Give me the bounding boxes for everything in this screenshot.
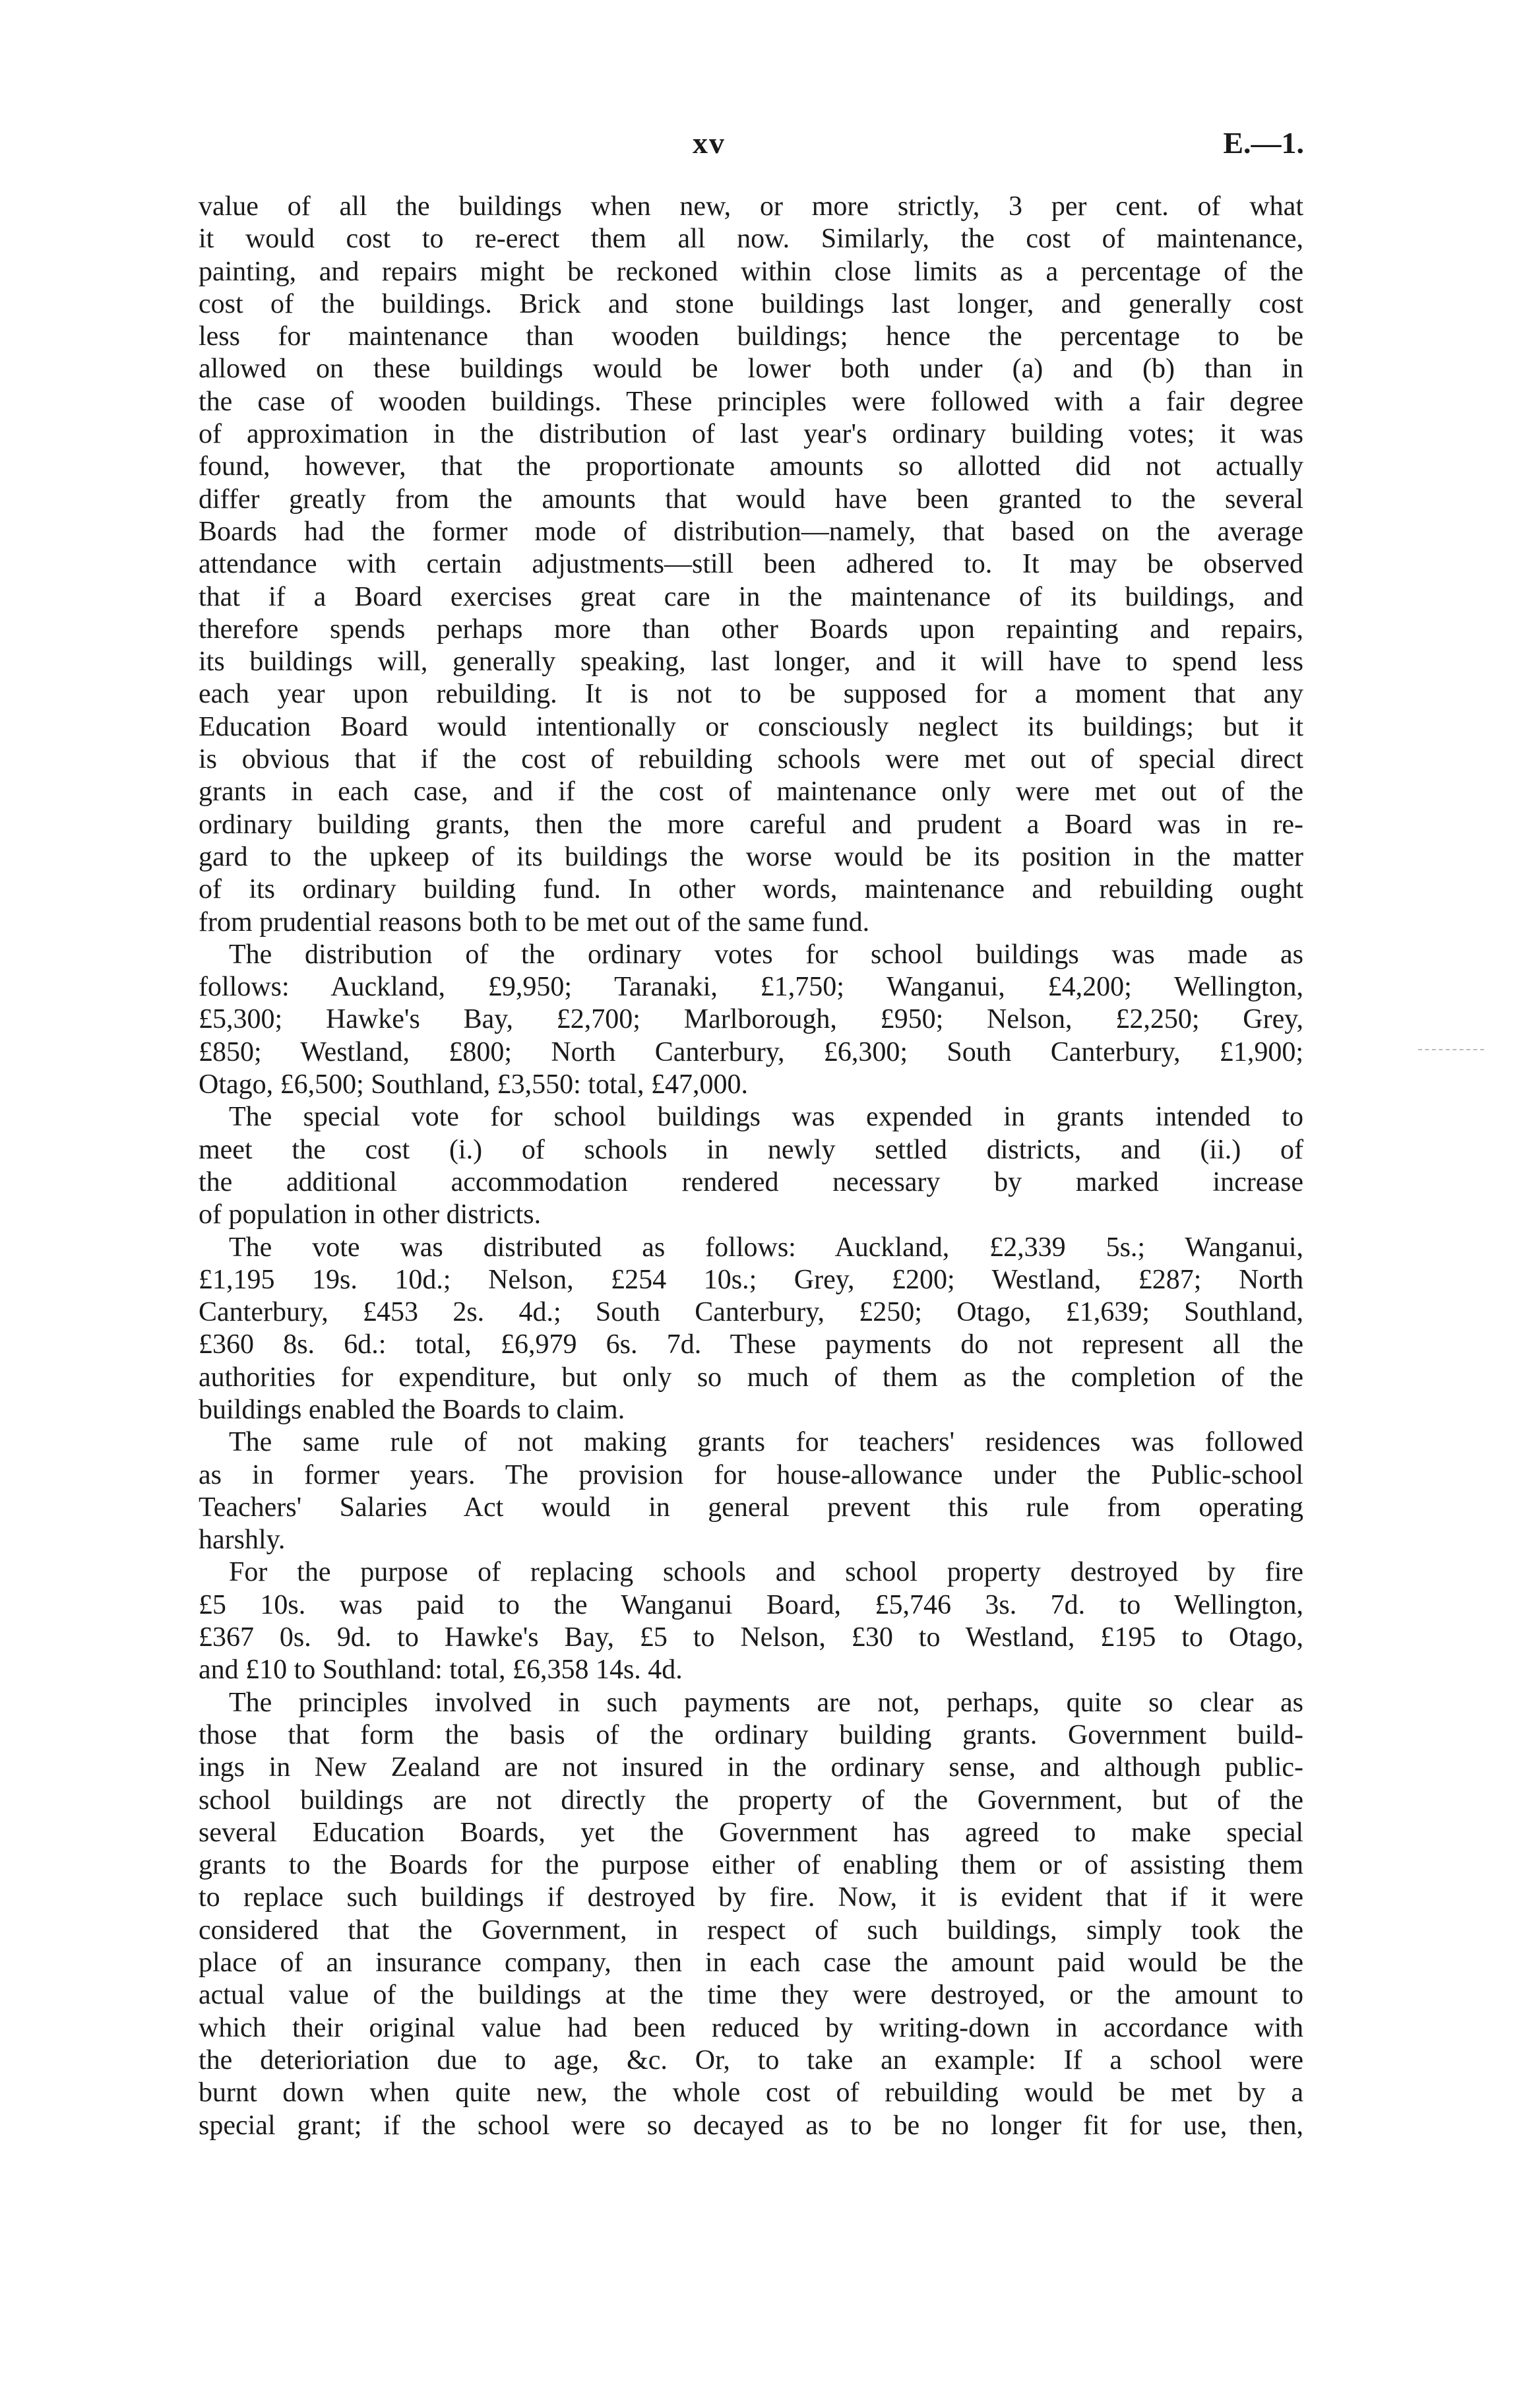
- text-line: each year upon rebuilding. It is not to be supposed for a moment that any: [199, 679, 1303, 710]
- text-line: gard to the upkeep of its buildings the worse would be its position in the matter: [199, 841, 1303, 872]
- text-line: those that form the basis of the ordinary building grants. Government build-: [199, 1719, 1303, 1750]
- text-line: it would cost to re-erect them all now. Similarly, the cost of maintenance,: [199, 224, 1303, 255]
- text-line: burnt down when quite new, the whole cost of rebuilding would be met by a: [199, 2077, 1303, 2108]
- text-line: authorities for expenditure, but only so much of them as the completion of the: [199, 1362, 1303, 1393]
- text-line: ings in New Zealand are not insured in the ordinary sense, and although public-: [199, 1752, 1303, 1783]
- text-line: Otago, £6,500; Southland, £3,550: total, £47,000.: [199, 1069, 748, 1100]
- document-body: [199, 191, 1303, 2142]
- text-line: Teachers' Salaries Act would in general prevent this rule from operating: [199, 1492, 1303, 1523]
- text-line: The distribution of the ordinary votes for school buildings was made as: [229, 939, 1303, 970]
- page-number: xv: [693, 126, 726, 160]
- text-line: to replace such buildings if destroyed by fire. Now, it is evident that if it were: [199, 1882, 1303, 1913]
- text-line: £360 8s. 6d.: total, £6,979 6s. 7d. These payments do not represent all the: [199, 1329, 1303, 1360]
- text-line: £850; Westland, £800; North Canterbury, £6,300; South Canterbury, £1,900;: [199, 1036, 1303, 1067]
- text-line: the additional accommodation rendered necessary by marked increase: [199, 1166, 1303, 1197]
- text-line: £5,300; Hawke's Bay, £2,700; Marlborough, £950; Nelson, £2,250; Grey,: [199, 1004, 1303, 1035]
- paragraph: [199, 1426, 1303, 1556]
- text-line: £1,195 19s. 10d.; Nelson, £254 10s.; Grey, £200; Westland, £287; North: [199, 1264, 1303, 1295]
- text-line: The vote was distributed as follows: Auckland, £2,339 5s.; Wanganui,: [229, 1232, 1303, 1263]
- paragraph: [199, 939, 1303, 1101]
- text-line: The principles involved in such payments are not, perhaps, quite so clear as: [229, 1687, 1303, 1718]
- text-line: grants in each case, and if the cost of maintenance only were met out of the: [199, 776, 1303, 808]
- text-line: For the purpose of replacing schools and school property destroyed by fire: [229, 1557, 1303, 1588]
- text-line: considered that the Government, in respect of such buildings, simply took the: [199, 1915, 1303, 1946]
- text-line: of approximation in the distribution of last year's ordinary building votes; it was: [199, 419, 1303, 450]
- text-line: as in former years. The provision for house-allowance under the Public-school: [199, 1459, 1303, 1490]
- text-line: Education Board would intentionally or consciously neglect its buildings; but it: [199, 711, 1303, 742]
- text-line: buildings enabled the Boards to claim.: [199, 1394, 625, 1425]
- text-line: less for maintenance than wooden buildings; hence the percentage to be: [199, 321, 1303, 352]
- text-line: Boards had the former mode of distribution—namely, that based on the average: [199, 516, 1303, 547]
- text-line: from prudential reasons both to be met out of the same fund.: [199, 906, 870, 937]
- paragraph: [199, 1101, 1303, 1231]
- text-line: allowed on these buildings would be lower both under (a) and (b) than in: [199, 354, 1303, 385]
- text-line: special grant; if the school were so decayed as to be no longer fit for use, then,: [199, 2110, 1303, 2141]
- text-line: follows: Auckland, £9,950; Taranaki, £1,750; Wanganui, £4,200; Wellington,: [199, 972, 1303, 1003]
- text-line: several Education Boards, yet the Government has agreed to make special: [199, 1817, 1303, 1848]
- text-line: meet the cost (i.) of schools in newly settled districts, and (ii.) of: [199, 1134, 1303, 1165]
- text-line: grants to the Boards for the purpose either of enabling them or of assisting them: [199, 1850, 1303, 1881]
- text-line: Canterbury, £453 2s. 4d.; South Canterbury, £250; Otago, £1,639; Southland,: [199, 1297, 1303, 1328]
- text-line: actual value of the buildings at the time they were destroyed, or the amount to: [199, 1980, 1303, 2011]
- text-line: is obvious that if the cost of rebuilding schools were met out of special direct: [199, 744, 1303, 775]
- paragraph: [199, 1232, 1303, 1427]
- text-line: school buildings are not directly the property of the Government, but of the: [199, 1785, 1303, 1816]
- paragraph: [199, 1687, 1303, 2142]
- text-line: found, however, that the proportionate amounts so allotted did not actually: [199, 451, 1303, 482]
- text-line: value of all the buildings when new, or more strictly, 3 per cent. of what: [199, 191, 1303, 222]
- text-line: of population in other districts.: [199, 1199, 542, 1230]
- document-reference: E.—1.: [1223, 126, 1304, 160]
- text-line: that if a Board exercises great care in the maintenance of its buildings, and: [199, 581, 1303, 612]
- text-line: The special vote for school buildings was expended in grants intended to: [229, 1102, 1303, 1133]
- text-line: £367 0s. 9d. to Hawke's Bay, £5 to Nelson, £30 to Westland, £195 to Otago,: [199, 1622, 1303, 1653]
- text-line: its buildings will, generally speaking, last longer, and it will have to spend less: [199, 647, 1303, 678]
- text-line: the deterioriation due to age, &c. Or, to take an example: If a school were: [199, 2044, 1303, 2075]
- text-line: place of an insurance company, then in each case the amount paid would be the: [199, 1948, 1303, 1979]
- text-line: ordinary building grants, then the more careful and prudent a Board was in re-: [199, 809, 1303, 840]
- text-line: which their original value had been reduced by writing-down in accordance with: [199, 2012, 1303, 2043]
- text-line: £5 10s. was paid to the Wanganui Board, £5,746 3s. 7d. to Wellington,: [199, 1589, 1303, 1620]
- text-line: attendance with certain adjustments—still been adhered to. It may be observed: [199, 549, 1303, 580]
- margin-mark: [1418, 1049, 1484, 1050]
- text-line: therefore spends perhaps more than other Boards upon repainting and repairs,: [199, 614, 1303, 645]
- text-line: harshly.: [199, 1525, 286, 1556]
- paragraph: [199, 1556, 1303, 1686]
- text-line: of its ordinary building fund. In other words, maintenance and rebuilding ought: [199, 874, 1303, 905]
- text-line: differ greatly from the amounts that would have been granted to the several: [199, 484, 1303, 515]
- text-line: painting, and repairs might be reckoned within close limits as a percentage of the: [199, 256, 1303, 287]
- text-line: The same rule of not making grants for teachers' residences was followed: [229, 1427, 1303, 1458]
- text-line: cost of the buildings. Brick and stone buildings last longer, and generally cost: [199, 288, 1303, 319]
- paragraph: [199, 191, 1303, 939]
- text-line: and £10 to Southland: total, £6,358 14s. 4d.: [199, 1655, 683, 1686]
- text-line: the case of wooden buildings. These principles were followed with a fair degree: [199, 386, 1303, 417]
